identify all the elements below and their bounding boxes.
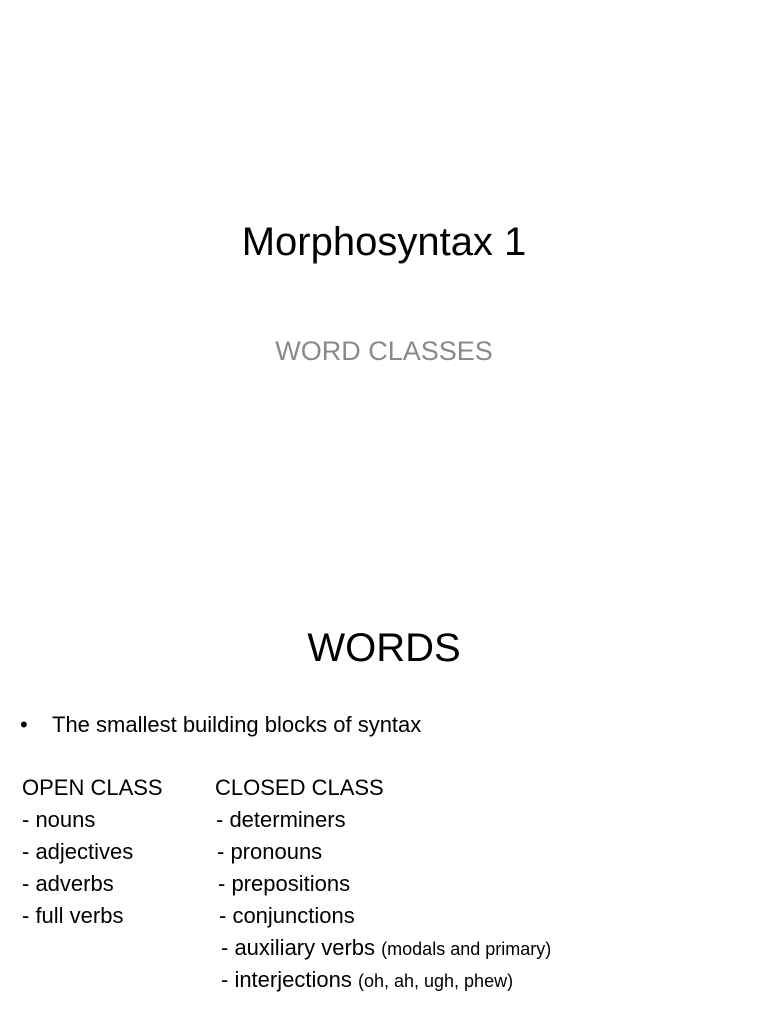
closed-class-column — [215, 772, 551, 996]
closed-class-item-text: - determiners — [216, 807, 346, 832]
bullet-text: The smallest building blocks of syntax — [52, 712, 422, 737]
slide-title-heading: Morphosyntax 1 — [241, 220, 527, 264]
slide-subtitle: WORD CLASSES — [275, 336, 493, 366]
closed-class-item — [215, 900, 551, 932]
bullet-icon: • — [20, 712, 28, 737]
bullet-item — [20, 710, 421, 740]
closed-class-item — [215, 868, 551, 900]
closed-class-heading: CLOSED CLASS — [215, 775, 384, 800]
closed-class-item-text: - prepositions — [218, 871, 351, 896]
closed-class-item — [215, 804, 551, 836]
closed-class-item-text: - pronouns — [217, 839, 323, 864]
closed-class-item — [215, 964, 551, 996]
open-class-item: - nouns — [22, 807, 96, 832]
slide-words — [0, 576, 768, 1024]
closed-class-item-note: (oh, ah, ugh, phew) — [357, 971, 514, 991]
open-class-item: - adverbs — [22, 871, 114, 896]
slide-words-heading: WORDS — [307, 626, 461, 670]
closed-class-item-text: - interjections — [221, 967, 352, 992]
closed-class-item — [215, 836, 551, 868]
open-class-item: - adjectives — [22, 839, 134, 864]
open-class-heading: OPEN CLASS — [22, 775, 163, 800]
open-class-column — [22, 772, 163, 932]
closed-class-item — [215, 932, 551, 964]
closed-class-item-note: (modals and primary) — [381, 939, 552, 959]
closed-class-item-text: - auxiliary verbs — [221, 935, 376, 960]
open-class-item: - full verbs — [22, 903, 124, 928]
closed-class-item-text: - conjunctions — [219, 903, 355, 928]
